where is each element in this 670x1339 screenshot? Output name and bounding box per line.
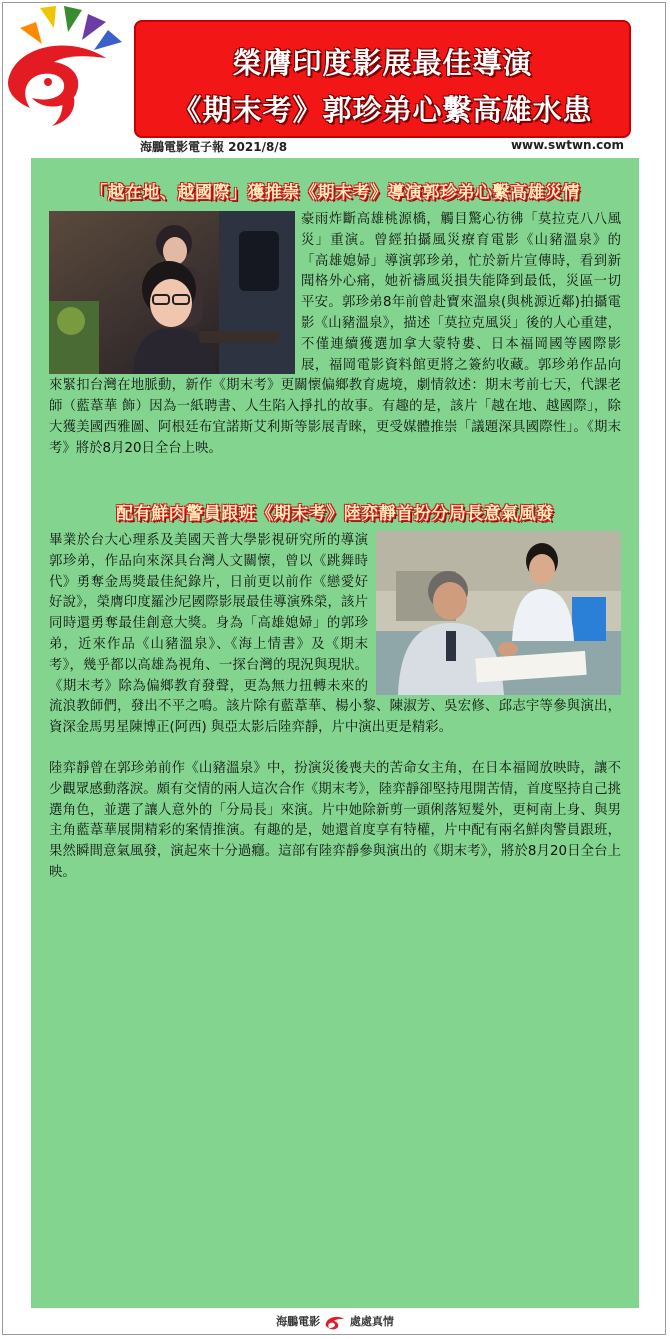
publisher-date: 海鵬電影電子報 2021/8/8 [140,140,288,154]
footer-right-text: 處處真情 [349,1315,394,1328]
website-url[interactable]: www.swtwn.com [510,138,624,152]
article2 [49,531,621,884]
article1-headline: 「越在地、越國際」獲推崇《期末考》導演郭珍弟心繫高雄災情 [90,183,580,203]
article1-body: 豪雨炸斷高雄桃源橋，觸目驚心彷彿「莫拉克八八風災」重演。曾經拍攝風災療育電影《山豬溫泉》的「高雄媳婦」導演郭珍弟，忙於新片宣傳時，看到新聞格外心痛，她祈禱風災損失能降到最低，災區一切平安。郭珍弟8年前曾赴寶來溫泉(與桃源近鄰)拍攝電影《山豬溫泉》，描述「莫拉克風災」後的人心重建，不僅連續獲選加拿大蒙特婁、日本福岡國等國際影展，福岡電影資料館更將之簽約收藏。郭珍弟作品向來緊扣台灣在地脈動，新作《期末考》更關懷偏鄉教育處境，劇情敘述：期末考前七天，代課老師（藍葦華 飾）因為一紙聘書、人生陷入掙扎的故事。有趣的是，該片「越在地、越國際」，除大獲美國西雅圖、阿根廷布宜諾斯艾利斯等影展青睞，更受媒體推崇「議題深具國際性」。《期末考》將於8月20日全台上映。 [49,212,621,456]
article2-headline: 配有鮮肉警員跟班《期末考》陸弈靜首扮分局長意氣風發 [116,504,554,524]
content-panel [31,158,639,1308]
article2-body-1: 畢業於台大心理系及美國天普大學影視研究所的導演郭珍弟，作品向來深具台灣人文關懷，曾以《跳舞時代》勇奪金馬獎最佳紀錄片，日前更以前作《戀愛好好說》，榮膺印度羅沙尼國際影展最佳導演殊榮，該片同時還勇奪最佳創意大獎。身為「高雄媳婦」的郭珍弟，近來作品《山豬溫泉》、《海上情書》及《期末考》，幾乎都以高雄為視角、一探台灣的現況與現狀。《期末考》除為偏鄉教育發聲，更為無力扭轉未來的流浪教師們，發出不平之鳴。該片除有藍葦華、楊小黎、陳淑芳、吳宏修、邱志宇等參與演出，資深金馬男星陳博正(阿西) 與亞太影后陸弈靜，片中演出更是精彩。 [49,533,621,736]
footer-left-text: 海鵬電影 [276,1315,321,1328]
banner-title-line2: 《期末考》郭珍弟心繫高雄水患 [172,93,593,127]
banner-title-line1: 榮膺印度影展最佳導演 [232,46,533,80]
swtwn-logo [2,2,142,130]
article1 [49,210,621,460]
footer-brand [0,1313,670,1331]
film-still-photo [376,531,621,695]
article2-body-2: 陸弈靜曾在郭珍弟前作《山豬溫泉》中，扮演災後喪夫的苦命女主角，在日本福岡放映時，讓不少觀眾感動落淚。頗有交情的兩人這次合作《期末考》，陸弈靜卻堅持甩開苦情，首度堅持自己挑選角色，並選了讓人意外的「分局長」來演。片中她除新剪一頭俐落短髮外，更柯南上身、與男主角藍葦華展開精彩的案情推演。有趣的是，她還首度享有特權，片中配有兩名鮮肉警員跟班，果然瞬間意氣風發，演起來十分過癮。這部有陸弈靜參與演出的《期末考》，將於8月20日全台上映。 [49,760,621,880]
director-on-set-photo [49,211,295,374]
header-banner [134,20,631,138]
footer-logo-icon [324,1313,346,1331]
